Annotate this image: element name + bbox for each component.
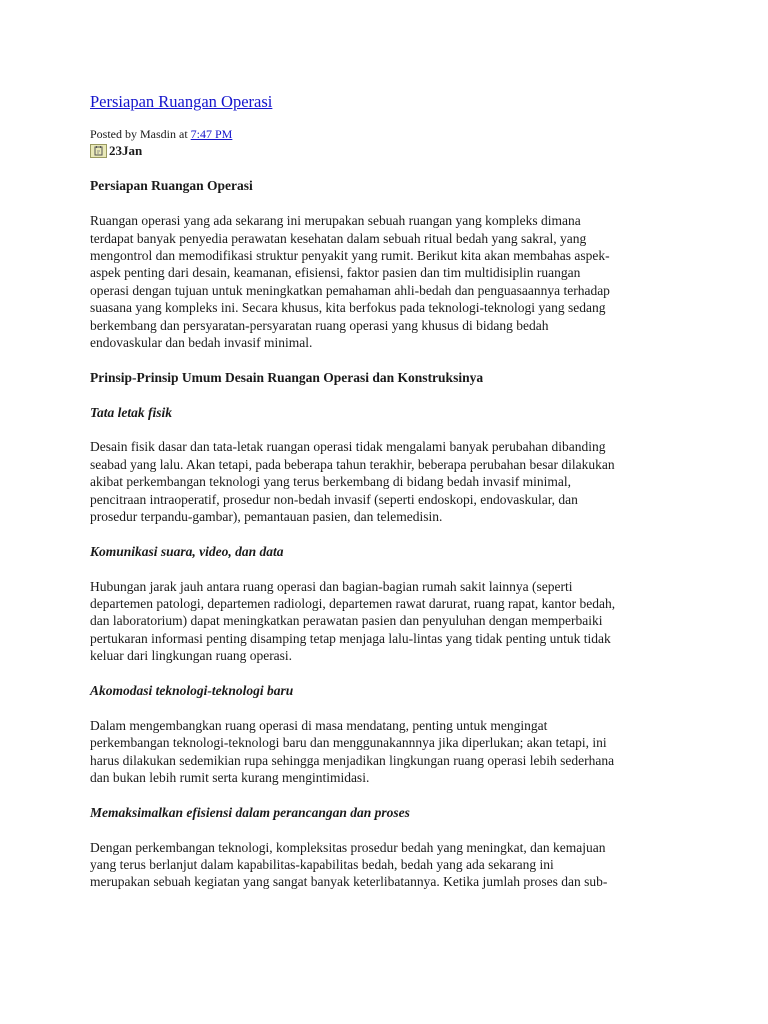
paragraph-line: perkembangan teknologi-teknologi baru dan menggunakannnya jika diperlukan; akan tetapi, ini — [90, 735, 607, 751]
principles-heading: Prinsip-Prinsip Umum Desain Ruangan Operasi dan Konstruksinya — [90, 369, 484, 385]
paragraph-line: harus dilakukan sedemikian rupa sehingga menjadikan lingkungan ruang operasi lebih sederhana — [90, 752, 615, 768]
post-date-text: 23Jan — [109, 143, 143, 158]
post-time-link[interactable]: 7:47 PM — [190, 127, 233, 141]
section-title: Akomodasi teknologi-teknologi baru — [90, 683, 294, 699]
section-title: Komunikasi suara, video, dan data — [90, 543, 284, 559]
post-meta — [90, 127, 690, 142]
section-title: Tata letak fisik — [90, 404, 173, 420]
paragraph-line: berkembang dan persyaratan-persyaratan ruang operasi yang khusus di bidang bedah — [90, 317, 549, 333]
section-paragraph — [90, 438, 690, 525]
paragraph-line: dan bukan lebih rumit serta kurang mengintimidasi. — [90, 770, 370, 786]
paragraph-line: endovaskular dan bedah invasif minimal. — [90, 335, 313, 351]
calendar-icon — [90, 144, 107, 158]
post-author-text: Posted by Masdin at — [90, 127, 191, 141]
paragraph-line: departemen patologi, departemen radiologi, departemen rawat darurat, ruang rapat, kantor bedah, — [90, 596, 616, 612]
section-paragraph — [90, 578, 690, 665]
post-title-link[interactable]: Persiapan Ruangan Operasi — [90, 92, 273, 111]
paragraph-line: pertukaran informasi penting disamping tetap menjaga lalu-lintas yang tidak penting untuk tidak — [90, 630, 611, 646]
paragraph-line: Hubungan jarak jauh antara ruang operasi dan bagian-bagian rumah sakit lainnya (seperti — [90, 578, 573, 594]
paragraph-line: Ruangan operasi yang ada sekarang ini merupakan sebuah ruangan yang kompleks dimana — [90, 213, 581, 229]
paragraph-line: Dengan perkembangan teknologi, kompleksitas prosedur bedah yang meningkat, dan kemajuan — [90, 839, 606, 855]
paragraph-line: keluar dari lingkungan ruang operasi. — [90, 648, 293, 664]
paragraph-line: seabad yang lalu. Akan tetapi, pada beberapa tahun terakhir, beberapa perubahan besar dilakukan — [90, 456, 615, 472]
paragraph-line: merupakan sebuah kegiatan yang sangat banyak keterlibatannya. Ketika jumlah proses dan sub- — [90, 874, 608, 890]
post-title — [90, 86, 690, 118]
paragraph-line: prosedur terpandu-gambar), pemantauan pasien, dan telemedisin. — [90, 509, 443, 525]
paragraph-line: mengontrol dan memodifikasi struktur penyakit yang rumit. Berikut kita akan membahas aspek- — [90, 248, 610, 263]
blog-post — [90, 86, 690, 891]
paragraph-line: pencitraan intraoperatif, prosedur non-bedah invasif (seperti endoskopi, endovaskular, dan — [90, 491, 578, 507]
section-paragraph — [90, 717, 690, 787]
paragraph-line: suasana yang kompleks ini. Secara khusus, kita berfokus pada teknologi-teknologi yang sedang — [90, 300, 606, 316]
paragraph-line: dan laboratorium) dapat meningkatkan perawatan pasien dan penyuluhan dengan memperbaiki — [90, 613, 603, 629]
intro-heading: Persiapan Ruangan Operasi — [90, 178, 253, 194]
post-date — [90, 142, 690, 160]
section-paragraph — [90, 839, 690, 891]
paragraph-line: akibat perkembangan teknologi yang terus berkembang di bidang bedah invasif minimal, — [90, 474, 571, 490]
paragraph-line: yang terus berlanjut dalam kapabilitas-kapabilitas bedah, bedah yang ada sekarang ini — [90, 857, 554, 873]
section-title: Memaksimalkan efisiensi dalam perancangan dan proses — [90, 804, 410, 820]
paragraph-line: operasi dengan tujuan untuk meningkatkan pemahaman ahli-bedah dan penguasaannya terhadap — [90, 282, 610, 298]
paragraph-line: Desain fisik dasar dan tata-letak ruangan operasi tidak mengalami banyak perubahan dibanding — [90, 439, 606, 455]
paragraph-line: Dalam mengembangkan ruang operasi di masa mendatang, penting untuk mengingat — [90, 717, 548, 733]
intro-paragraph — [90, 212, 690, 351]
paragraph-line: aspek penting dari desain, keamanan, efisiensi, faktor pasien dan tim multidisiplin ruangan — [90, 265, 581, 281]
paragraph-line: terdapat banyak penyedia perawatan kesehatan dalam sebuah ritual bedah yang sakral, yang — [90, 230, 587, 246]
